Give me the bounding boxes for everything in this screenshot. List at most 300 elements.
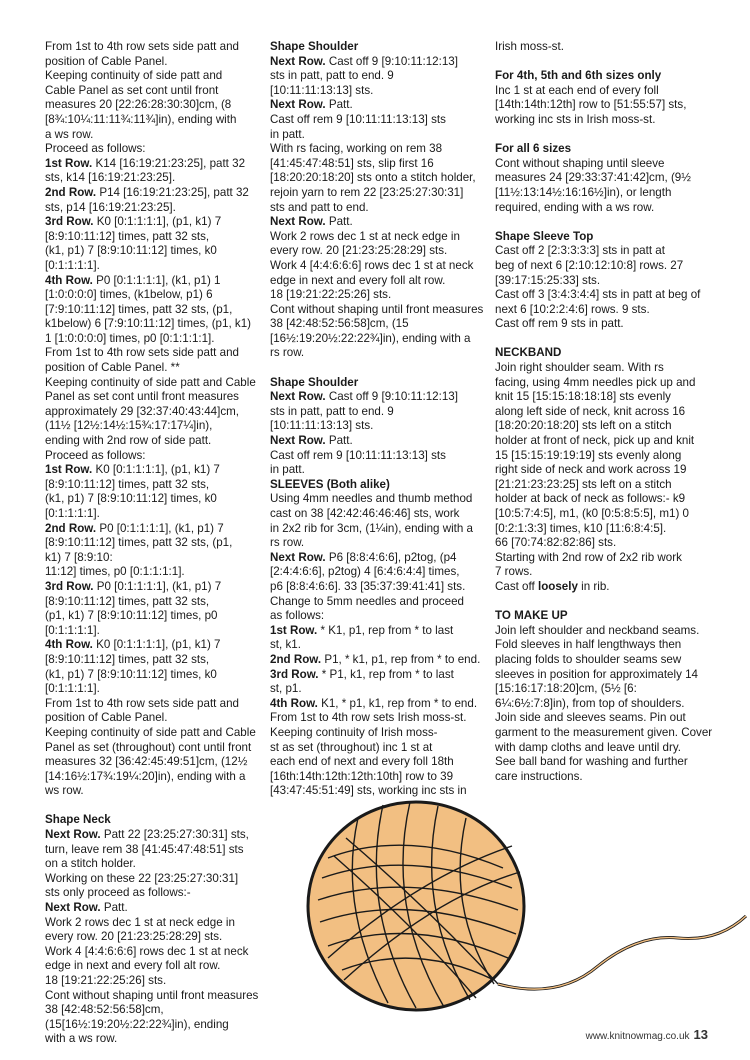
row-label: Next Row.	[45, 901, 101, 915]
text-line	[270, 142, 485, 157]
text-line	[270, 653, 485, 668]
line-text: Patt.	[325, 98, 353, 112]
line-text: 18 [19:21:22:25:26] sts.	[270, 288, 392, 302]
text-line	[45, 259, 260, 274]
line-text: [8:9:10:11:12] times, patt 32 sts,	[45, 229, 210, 243]
line-text: approximately 29 [32:37:40:43:44]cm,	[45, 404, 239, 418]
text-line	[45, 989, 260, 1004]
text-line	[495, 770, 710, 785]
line-text: From 1st to 4th row sets side patt and	[45, 40, 239, 53]
line-text: [16th:14th:12th:12th:10th] row to 39	[270, 769, 454, 783]
text-line	[45, 55, 260, 70]
text-line	[270, 565, 485, 580]
text-line	[270, 84, 485, 99]
line-text: required, ending with a ws row.	[495, 200, 655, 214]
text-line	[45, 317, 260, 332]
row-label: 3rd Row.	[45, 579, 94, 593]
text-line	[45, 565, 260, 580]
line-text: K0 [0:1:1:1:1], (p1, k1) 7	[93, 215, 222, 229]
line-text: Using 4mm needles and thumb method	[270, 492, 473, 506]
line-text: [16½:19:20½:22:22¾]in), ending with a	[270, 331, 471, 345]
text-line	[45, 551, 260, 566]
text-line	[495, 624, 710, 639]
line-text: [10:11:11:13:13] sts.	[270, 419, 374, 433]
line-text: in 2x2 rib for 3cm, (1¼in), ending with a	[270, 521, 473, 535]
page-number: 13	[693, 1027, 708, 1042]
line-text: sleeves in position for approximately 14	[495, 667, 698, 681]
text-line	[45, 872, 260, 887]
text-line	[270, 522, 485, 537]
line-text: 15 [15:15:19:19:19] sts evenly along	[495, 448, 682, 462]
text-line	[270, 770, 485, 785]
line-text: * K1, p1, rep from * to last	[317, 623, 454, 637]
line-text: P1, * k1, p1, rep from * to end.	[321, 652, 481, 666]
line-text: st as set (throughout) inc 1 st at	[270, 740, 433, 754]
text-line	[45, 434, 260, 449]
spacer	[495, 332, 710, 347]
text-line	[270, 157, 485, 172]
line-text: [21:21:23:23:25] sts left on a stitch	[495, 477, 672, 491]
line-text: 6¼:6½:7:8]in), from top of shoulders.	[495, 696, 685, 710]
text-line	[45, 128, 260, 143]
text-line	[270, 682, 485, 697]
line-text: P0 [0:1:1:1:1], (k1, p1) 7	[96, 521, 224, 535]
line-text: Patt.	[100, 901, 128, 915]
column-3	[495, 40, 713, 784]
text-line	[45, 288, 260, 303]
line-text: (k1, p1) 7 [8:9:10:11:12] times, k0	[45, 667, 217, 681]
section-heading: Shape Sleeve Top	[495, 229, 594, 243]
text-line	[495, 201, 710, 216]
text-line	[45, 916, 260, 931]
text-line	[45, 390, 260, 405]
text-line	[270, 434, 485, 449]
row-label: Next Row.	[270, 54, 326, 68]
section-heading: NECKBAND	[495, 346, 562, 360]
line-text: Keeping continuity of side patt and Cable	[45, 725, 256, 739]
line-text: P0 [0:1:1:1:1], (k1, p1) 7	[93, 579, 222, 593]
line-text: Proceed as follows:	[45, 142, 146, 156]
text-line	[495, 98, 710, 113]
text-line	[495, 376, 710, 391]
text-line	[45, 478, 260, 493]
text-line	[45, 580, 260, 595]
text-line	[45, 230, 260, 245]
line-text: Cast off 9 [9:10:11:12:13]	[325, 54, 458, 68]
text-line	[495, 84, 710, 99]
text-line	[45, 186, 260, 201]
line-text: Cast off 3 [3:4:3:4:4] sts in patt at beg of	[495, 288, 701, 302]
text-line	[45, 682, 260, 697]
text-line	[45, 784, 260, 799]
spacer	[495, 55, 710, 70]
row-label: 1st Row.	[45, 463, 93, 477]
text-line	[270, 405, 485, 420]
line-text: p6 [8:8:4:6:6]. 33 [35:37:39:41:41] sts.	[270, 579, 466, 593]
row-label: 2nd Row.	[45, 521, 97, 535]
line-text: position of Cable Panel.	[45, 711, 168, 725]
text-line	[495, 653, 710, 668]
line-text: edge in next and every foll alt row.	[270, 273, 446, 287]
text-line	[495, 478, 710, 493]
text-line	[270, 609, 485, 624]
line-text: 18 [19:21:22:25:26] sts.	[45, 974, 167, 987]
footer-url[interactable]: www.knitnowmag.co.uk	[585, 1031, 690, 1042]
line-text: From 1st to 4th row sets side patt and	[45, 696, 239, 710]
line-text: sts in patt, patt to end. 9	[270, 404, 394, 418]
text-line	[45, 171, 260, 186]
spacer	[45, 799, 260, 814]
row-label: 3rd Row.	[270, 667, 319, 681]
line-text: holder at back of neck as follows:- k9	[495, 492, 686, 506]
text-line	[495, 390, 710, 405]
text-line	[495, 492, 710, 507]
line-text: working inc sts in Irish moss-st.	[495, 112, 656, 126]
line-text: Cast off 9 [9:10:11:12:13]	[325, 390, 458, 404]
text-line	[45, 770, 260, 785]
text-line	[45, 507, 260, 522]
line-text: From 1st to 4th row sets side patt and	[45, 346, 239, 360]
row-label: Next Row.	[45, 828, 101, 842]
line-text: [0:1:1:1:1].	[45, 507, 100, 520]
text-line	[495, 113, 710, 128]
line-text: Starting with 2nd row of 2x2 rib work	[495, 550, 682, 564]
text-line	[45, 959, 260, 974]
text-line	[495, 288, 710, 303]
text-line	[45, 215, 260, 230]
text-line	[270, 492, 485, 507]
text-line	[495, 463, 710, 478]
line-text: [2:4:4:6:6], p2tog) 4 [6:4:6:4:4] times,	[270, 565, 460, 579]
text-line	[270, 113, 485, 128]
row-label: 3rd Row.	[45, 215, 94, 229]
text-line	[270, 580, 485, 595]
text-line	[270, 638, 485, 653]
line-text: Work 4 [4:4:6:6:6] rows dec 1 st at neck	[270, 258, 474, 272]
line-text: measures 20 [22:26:28:30:30]cm, (8	[45, 98, 232, 112]
line-text: sts in patt, patt to end. 9	[270, 69, 394, 83]
text-line	[45, 901, 260, 916]
line-text: position of Cable Panel.	[45, 54, 168, 68]
line-text: Join side and sleeves seams. Pin out	[495, 711, 686, 725]
text-line	[45, 346, 260, 361]
spacer	[270, 361, 485, 376]
text-line	[495, 755, 710, 770]
text-line	[45, 376, 260, 391]
text-line	[45, 726, 260, 741]
line-text: facing, using 4mm needles pick up and	[495, 375, 696, 389]
line-text: Keeping continuity of side patt and	[45, 69, 223, 83]
yarn-ball-illustration	[298, 788, 750, 1020]
text-line	[45, 741, 260, 756]
line-text: ending with 2nd row of side patt.	[45, 434, 212, 448]
row-label: 1st Row.	[270, 623, 318, 637]
text-line	[45, 419, 260, 434]
text-line	[495, 668, 710, 683]
text-line	[45, 201, 260, 216]
text-line	[495, 171, 710, 186]
row-label: Next Row.	[270, 215, 326, 229]
line-text: rs row.	[270, 536, 305, 550]
text-line	[270, 201, 485, 216]
line-text: From 1st to 4th row sets Irish moss-st.	[270, 711, 467, 725]
line-text: 11:12] times, p0 [0:1:1:1:1].	[45, 565, 185, 579]
row-label: 1st Row.	[45, 156, 93, 170]
text-line	[270, 711, 485, 726]
text-line	[495, 741, 710, 756]
line-text: (k1, p1) 7 [8:9:10:11:12] times, k0	[45, 492, 217, 506]
spacer	[495, 128, 710, 143]
line-text: ws row.	[45, 784, 84, 798]
text-line	[495, 580, 710, 595]
text-line	[270, 755, 485, 770]
text-line	[270, 186, 485, 201]
line-text: Work 4 [4:4:6:6:6] rows dec 1 st at neck	[45, 944, 249, 958]
line-text: [8:9:10:11:12] times, patt 32 sts,	[45, 594, 210, 608]
row-label: 2nd Row.	[45, 185, 97, 199]
line-text: k1) 7 [8:9:10:	[45, 550, 113, 564]
text-line	[495, 711, 710, 726]
text-line	[45, 711, 260, 726]
line-text: [8¾:10¼:11:11¾:11¾]in), ending with	[45, 112, 237, 126]
text-line	[495, 405, 710, 420]
text-line	[495, 40, 710, 55]
text-line	[45, 98, 260, 113]
line-text: Cast off 2 [2:3:3:3:3] sts in patt at	[495, 244, 665, 258]
text-line	[495, 449, 710, 464]
text-line	[45, 1003, 260, 1018]
text-line	[270, 244, 485, 259]
line-text: Cast off rem 9 [10:11:11:13:13] sts	[270, 448, 446, 462]
text-line	[45, 930, 260, 945]
text-line	[270, 230, 485, 245]
text-line	[270, 98, 485, 113]
text-line	[45, 1032, 260, 1047]
text-line	[270, 128, 485, 143]
text-line	[495, 274, 710, 289]
line-text: P14 [16:19:21:23:25], patt 32	[96, 185, 249, 199]
line-text: [39:17:15:25:33] sts.	[495, 273, 601, 287]
line-text: Working on these 22 [23:25:27:30:31]	[45, 871, 239, 885]
row-label: 4th Row.	[45, 273, 93, 287]
line-text: st, p1.	[270, 682, 302, 696]
text-line	[270, 551, 485, 566]
text-line	[45, 843, 260, 858]
line-text: a ws row.	[45, 127, 94, 141]
text-line	[45, 492, 260, 507]
section-heading: For 4th, 5th and 6th sizes only	[495, 69, 662, 83]
text-line	[45, 828, 260, 843]
spacer	[495, 215, 710, 230]
text-line	[270, 288, 485, 303]
text-line	[45, 1018, 260, 1033]
text-line	[45, 84, 260, 99]
line-text: [8:9:10:11:12] times, patt 32 sts,	[45, 477, 210, 491]
line-text: [8:9:10:11:12] times, patt 32 sts, (p1,	[45, 536, 233, 550]
text-line	[270, 536, 485, 551]
text-line	[270, 346, 485, 361]
line-text: Cast off rem 9 sts in patt.	[495, 317, 624, 331]
text-line	[45, 857, 260, 872]
text-line	[270, 419, 485, 434]
text-line	[270, 741, 485, 756]
line-text: P6 [8:8:4:6:6], p2tog, (p4	[325, 550, 457, 564]
line-text: Keeping continuity of side patt and Cable	[45, 375, 256, 389]
line-text: next 6 [10:2:2:4:6] rows. 9 sts.	[495, 302, 650, 316]
line-text: [14:16½:17¾:19¼:20]in), ending with a	[45, 769, 246, 783]
line-text: [14th:14th:12th] row to [51:55:57] sts,	[495, 98, 687, 112]
line-text: with a ws row.	[45, 1032, 118, 1046]
line-text: Proceed as follows:	[45, 448, 146, 462]
line-text: cast on 38 [42:42:46:46:46] sts, work	[270, 507, 460, 520]
line-text: [7:9:10:11:12] times, patt 32 sts, (p1,	[45, 302, 233, 316]
line-text: Irish moss-st.	[495, 40, 564, 53]
text-line	[270, 668, 485, 683]
line-text: K0 [0:1:1:1:1], (p1, k1) 7	[92, 638, 221, 652]
line-text: Join left shoulder and neckband seams.	[495, 623, 700, 637]
line-text: Patt.	[325, 215, 353, 229]
column-2	[270, 40, 485, 799]
line-text: Cont without shaping until sleeve	[495, 156, 665, 170]
text-line	[495, 317, 710, 332]
text-line	[270, 449, 485, 464]
line-text: k1below) 6 [7:9:10:11:12] times, (p1, k1)	[45, 317, 252, 331]
line-text: sts, p14 [16:19:21:23:25].	[45, 200, 176, 214]
line-text: every row. 20 [21:23:25:28:29] sts.	[45, 930, 223, 944]
text-line	[495, 522, 710, 537]
row-label: 4th Row.	[45, 638, 93, 652]
text-line	[270, 463, 485, 478]
line-text: [0:1:1:1:1].	[45, 623, 100, 637]
line-text: See ball band for washing and further	[495, 755, 688, 769]
line-text: 38 [42:48:52:56:58]cm,	[45, 1003, 164, 1017]
text-line	[270, 390, 485, 405]
line-text: Change to 5mm needles and proceed	[270, 594, 465, 608]
row-label: Next Row.	[270, 550, 326, 564]
text-line	[495, 361, 710, 376]
text-line	[270, 595, 485, 610]
text-line	[495, 565, 710, 580]
line-text: [43:47:45:51:49] sts, working inc sts in	[270, 784, 467, 798]
line-text: Inc 1 st at each end of every foll	[495, 83, 659, 97]
text-line	[495, 682, 710, 697]
text-line	[495, 186, 710, 201]
line-text: With rs facing, working on rem 38	[270, 142, 443, 156]
text-line	[495, 536, 710, 551]
text-line	[45, 449, 260, 464]
line-text: [10:11:11:13:13] sts.	[270, 83, 374, 97]
line-text: K14 [16:19:21:23:25], patt 32	[92, 156, 246, 170]
text-line	[45, 274, 260, 289]
text-line	[270, 332, 485, 347]
line-text: Panel as set cont until front measures	[45, 390, 239, 404]
section-heading: TO MAKE UP	[495, 609, 568, 623]
line-text: Fold sleeves in half lengthways then	[495, 638, 682, 652]
line-text: (p1, k1) 7 [8:9:10:11:12] times, p0	[45, 609, 218, 623]
text-line	[45, 157, 260, 172]
text-line	[495, 551, 710, 566]
line-text: P0 [0:1:1:1:1], (k1, p1) 1	[92, 273, 221, 287]
line-text: [18:20:20:18:20] sts onto a stitch holder,	[270, 171, 476, 185]
text-line	[495, 638, 710, 653]
line-text: * P1, k1, rep from * to last	[318, 667, 454, 681]
text-line	[45, 40, 260, 55]
line-text: st, k1.	[270, 638, 301, 652]
line-text: Panel as set (throughout) cont until front	[45, 740, 252, 754]
line-text: Patt 22 [23:25:27:30:31] sts,	[100, 828, 249, 842]
line-text: sts, k14 [16:19:21:23:25].	[45, 171, 176, 185]
row-label: Next Row.	[270, 390, 326, 404]
line-text: measures 32 [36:42:45:49:51]cm, (12½	[45, 755, 248, 769]
line-text: rs row.	[270, 346, 305, 360]
text-line	[270, 274, 485, 289]
section-heading: Shape Shoulder	[270, 40, 359, 53]
text-line	[45, 142, 260, 157]
text-line	[270, 171, 485, 186]
text-line	[45, 624, 260, 639]
text-line	[45, 244, 260, 259]
row-label: Next Row.	[270, 98, 326, 112]
line-text: each end of next and every foll 18th	[270, 755, 454, 769]
text-line	[270, 507, 485, 522]
text-line	[45, 668, 260, 683]
text-line	[270, 69, 485, 84]
line-text: (11½ [12½:14½:15¾:17:17¼]in),	[45, 419, 213, 433]
line-text: [0:1:1:1:1].	[45, 682, 100, 696]
text-line	[45, 463, 260, 478]
text-line	[270, 55, 485, 70]
line-text: every row. 20 [21:23:25:28:29] sts.	[270, 244, 448, 258]
line-text: Cast off rem 9 [10:11:11:13:13] sts	[270, 112, 446, 126]
line-text: [8:9:10:11:12] times, patt 32 sts,	[45, 652, 210, 666]
line-text: placing folds to shoulder seams sew	[495, 652, 682, 666]
line-text: right side of neck and work across 19	[495, 463, 687, 477]
line-text: with damp cloths and leave until dry.	[495, 740, 682, 754]
text-line	[45, 697, 260, 712]
line-text: Work 2 rows dec 1 st at neck edge in	[45, 915, 235, 929]
line-text: garment to the measurement given. Cover	[495, 725, 713, 739]
text-line	[495, 697, 710, 712]
line-text: 38 [42:48:52:56:58]cm, (15	[270, 317, 409, 331]
line-text: K0 [0:1:1:1:1], (p1, k1) 7	[92, 463, 220, 477]
line-text: (k1, p1) 7 [8:9:10:11:12] times, k0	[45, 244, 217, 258]
text-line	[45, 113, 260, 128]
section-heading: Shape Neck	[45, 813, 111, 827]
line-text: 66 [70:74:82:82:86] sts.	[495, 536, 617, 550]
text-line	[45, 755, 260, 770]
text-line	[270, 624, 485, 639]
line-text: [1:0:0:0:0] times, (k1below, p1) 6	[45, 288, 213, 302]
text-line	[270, 697, 485, 712]
line-text: 7 rows.	[495, 565, 533, 579]
line-text: Keeping continuity of Irish moss-	[270, 725, 438, 739]
line-text: in rib.	[577, 579, 610, 593]
text-line	[45, 522, 260, 537]
line-text: sts only proceed as follows:-	[45, 886, 191, 900]
line-text: care instructions.	[495, 769, 583, 783]
text-line	[270, 726, 485, 741]
text-line	[495, 507, 710, 522]
column-1	[45, 40, 260, 1047]
line-text: Cast off	[495, 579, 538, 593]
line-text: rejoin yarn to rem 22 [23:25:27:30:31]	[270, 185, 464, 199]
line-text: along left side of neck, knit across 16	[495, 404, 686, 418]
text-line	[45, 653, 260, 668]
line-text: on a stitch holder.	[45, 857, 136, 871]
text-line	[45, 536, 260, 551]
text-line	[45, 303, 260, 318]
text-line	[495, 157, 710, 172]
